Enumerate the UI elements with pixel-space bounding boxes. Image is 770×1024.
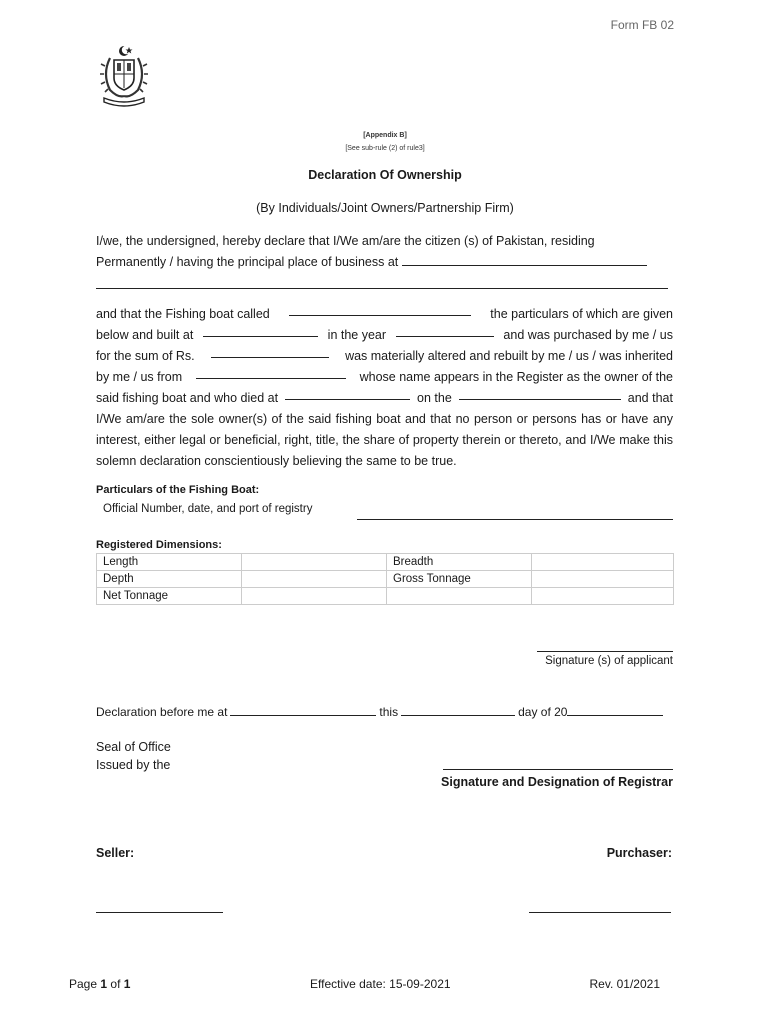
altered-label: was materially altered and rebuilt by me / us / was inherited	[345, 349, 673, 363]
seal-of-office-label: Seal of Office	[96, 740, 171, 754]
page-of: of	[110, 977, 121, 991]
purchaser-signature-field[interactable]	[529, 912, 671, 913]
page-number	[69, 977, 130, 991]
issued-by-label: Issued by the	[96, 758, 171, 772]
declaration-before-label: Declaration before me at	[96, 705, 228, 719]
declaration-line	[96, 388, 673, 409]
declaration-paragraph-2	[96, 304, 673, 472]
particulars-given-label: the particulars of which are given	[490, 307, 673, 321]
table-cell-input[interactable]	[532, 571, 674, 588]
boat-called-label: and that the Fishing boat called	[96, 307, 270, 321]
declaration-before-row	[96, 704, 673, 719]
effective-date: Effective date: 15-09-2021	[310, 977, 451, 991]
form-code: Form FB 02	[610, 18, 674, 32]
declaration-place-field[interactable]	[230, 704, 376, 716]
particulars-heading: Particulars of the Fishing Boat:	[96, 484, 260, 496]
sum-field[interactable]	[211, 346, 329, 358]
year-built-field[interactable]	[396, 325, 494, 337]
table-cell: Gross Tonnage	[387, 571, 532, 588]
declaration-line	[96, 252, 673, 273]
declaration-day-field[interactable]	[401, 704, 515, 716]
dimensions-heading: Registered Dimensions:	[96, 539, 222, 551]
registrar-signature-field[interactable]	[443, 769, 673, 770]
official-number-label: Official Number, date, and port of registry	[103, 503, 313, 515]
page-current: 1	[100, 977, 108, 991]
page-prefix: Page	[69, 977, 98, 991]
table-row	[97, 571, 674, 588]
declaration-line	[96, 367, 673, 388]
table-cell: Breadth	[387, 554, 532, 571]
table-row	[97, 554, 674, 571]
seller-label: Seller:	[96, 846, 135, 860]
sum-label: for the sum of Rs.	[96, 349, 195, 363]
address-continuation-field[interactable]	[96, 288, 668, 289]
inherited-from-field[interactable]	[196, 367, 346, 379]
appendix-label: [Appendix B]	[363, 132, 407, 139]
purchased-label: and was purchased by me / us	[503, 328, 673, 342]
registrar-signature-label: Signature and Designation of Registrar	[441, 775, 673, 789]
dimensions-table	[96, 553, 674, 605]
seal-block	[96, 738, 171, 774]
boat-name-field[interactable]	[289, 304, 471, 316]
official-number-field[interactable]	[357, 519, 673, 520]
state-emblem-icon	[96, 44, 152, 108]
document-title: Declaration Of Ownership	[308, 168, 462, 182]
in-year-label: in the year	[327, 328, 387, 342]
applicant-signature-label: Signature (s) of applicant	[545, 655, 673, 667]
declaration-line	[96, 304, 673, 325]
day-of-label: day of 20	[518, 705, 568, 719]
table-cell-input[interactable]	[242, 554, 387, 571]
table-cell-input[interactable]	[242, 588, 387, 605]
register-owner-label: whose name appears in the Register as the owner of the	[359, 370, 673, 384]
table-cell: Net Tonnage	[97, 588, 242, 605]
purchaser-label: Purchaser:	[606, 846, 672, 860]
declaration-paragraph-1	[96, 231, 673, 273]
table-cell-input[interactable]	[242, 571, 387, 588]
seller-signature-field[interactable]	[96, 912, 223, 913]
date-of-death-field[interactable]	[459, 388, 621, 400]
table-cell-input[interactable]	[532, 588, 674, 605]
principal-place-label: Permanently / having the principal place of business at	[96, 255, 399, 269]
table-cell: Length	[97, 554, 242, 571]
built-at-label: below and built at	[96, 328, 194, 342]
declaration-line	[96, 325, 673, 346]
declaration-line	[96, 346, 673, 367]
this-label: this	[379, 705, 399, 719]
table-cell-input[interactable]	[532, 554, 674, 571]
and-that-label: and that	[627, 391, 673, 405]
table-cell	[387, 588, 532, 605]
page-total: 1	[123, 977, 131, 991]
declaration-line: I/we, the undersigned, hereby declare that I/We am/are the citizen (s) of Pakistan, residing	[96, 234, 595, 248]
table-cell: Depth	[97, 571, 242, 588]
revision: Rev. 01/2021	[589, 977, 660, 991]
sub-rule-label: [See sub-rule (2) of rule3]	[345, 145, 425, 152]
table-row	[97, 588, 674, 605]
declaration-year-field[interactable]	[567, 704, 663, 716]
died-at-label: said fishing boat and who died at	[96, 391, 279, 405]
document-subtitle: (By Individuals/Joint Owners/Partnership Firm)	[256, 201, 514, 215]
built-at-field[interactable]	[203, 325, 318, 337]
on-the-label: on the	[417, 391, 452, 405]
principal-place-field[interactable]	[402, 254, 647, 266]
inherited-from-label: by me / us from	[96, 370, 183, 384]
died-at-field[interactable]	[285, 388, 410, 400]
declaration-rest: I/We am/are the sole owner(s) of the said fishing boat and that no person or persons has or have any interest, either legal or beneficial, right, title, the share of property therein or thereto, and I/We make this solemn declaration conscientiously believing the same to be true.	[96, 412, 673, 468]
applicant-signature-field[interactable]	[537, 651, 673, 652]
